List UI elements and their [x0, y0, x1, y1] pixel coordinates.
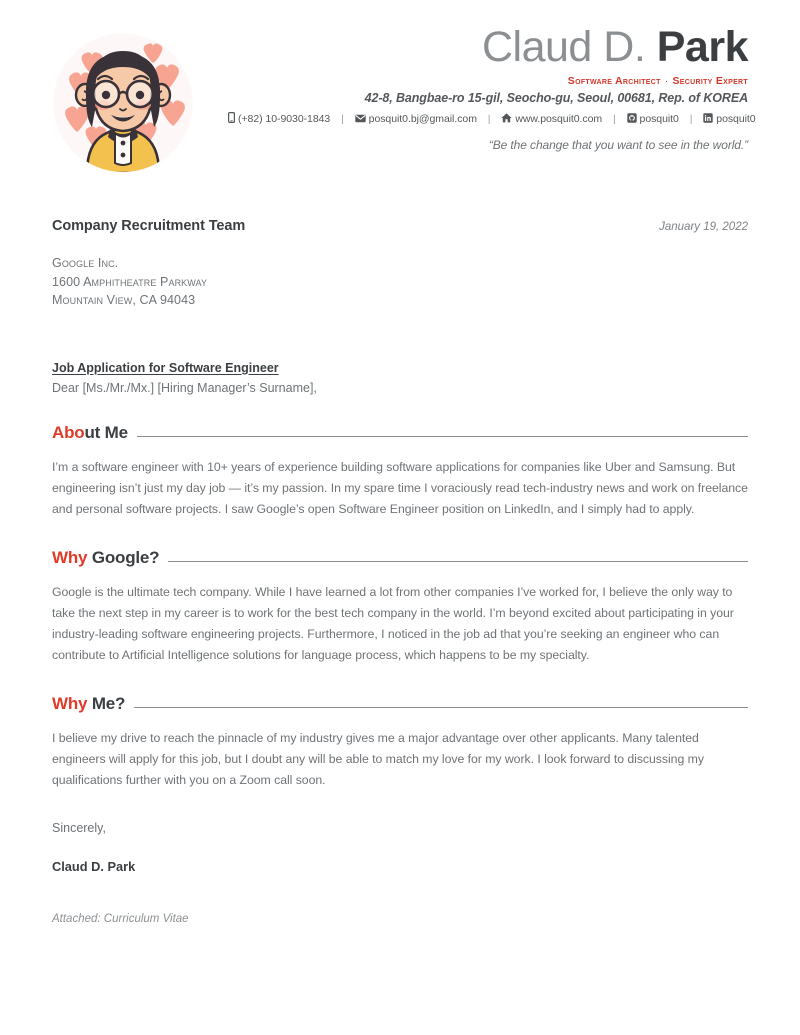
- contact-github-text: posquit0: [639, 113, 679, 125]
- contact-github[interactable]: [627, 113, 679, 126]
- page-title: [228, 22, 748, 72]
- section-why-me: [52, 694, 748, 791]
- header-quote: “Be the change that you want to see in the world.”: [488, 138, 748, 152]
- avatar: [53, 33, 193, 173]
- recipient-title: Company Recruitment Team: [52, 218, 246, 234]
- section-about-me: [52, 423, 748, 520]
- contact-linkedin[interactable]: [703, 113, 755, 126]
- home-icon: [501, 113, 512, 126]
- section-header: [52, 548, 748, 568]
- github-icon: [627, 113, 637, 126]
- recipient-row: [52, 218, 748, 242]
- contact-separator: |: [487, 113, 491, 125]
- tagline-separator: ·: [664, 75, 669, 87]
- letter-salutation: Dear [Ms./Mr./Mx.] [Hiring Manager’s Surname],: [52, 380, 317, 395]
- contact-separator: |: [341, 113, 344, 125]
- tagline-left: Software Architect: [567, 75, 661, 87]
- recipient-address: [52, 254, 748, 310]
- envelope-icon: [355, 114, 366, 126]
- section-title-rest: Google?: [91, 547, 160, 567]
- section-title-rest: ut Me: [84, 422, 128, 442]
- section-rule: [168, 561, 748, 562]
- tagline: [228, 75, 748, 87]
- first-name: Claud D.: [482, 23, 657, 71]
- tagline-right: Security Expert: [672, 75, 748, 87]
- contact-phone[interactable]: [228, 112, 330, 126]
- section-body: Google is the ultimate tech company. While I have learned a lot from other companies I’ve worked for, I believe the only way to take the next step in my career is to work for the best tech company in the world. I’m beyond excited about participating in your industry-leading software engineering projects. Furthermore, I noticed in the job ad that you’re seeking an engineer who can contribute to Artificial Intelligence solutions for language process, which happens to be my specialty.: [52, 584, 734, 662]
- letter-date: January 19, 2022: [659, 221, 748, 233]
- letter-signature: Claud D. Park: [52, 858, 136, 874]
- letter-subject: Job Application for Software Engineer: [52, 360, 279, 375]
- name-block: [228, 22, 756, 126]
- section-rule: [134, 707, 748, 708]
- section-body: I’m a software engineer with 10+ years of experience building software applications for companies like Uber and Samsung. But engineering isn’t just my day job — it’s my passion. In my spare time I voraciously read tech-industry news and work on freelance and personal software projects. I saw Google’s open Software Engineer position on LinkedIn, and I simply had to apply.: [52, 459, 748, 516]
- section-title: [52, 548, 159, 568]
- contact-homepage-text: www.posquit0.com: [515, 113, 603, 125]
- section-why-google: [52, 548, 748, 666]
- section-title-accent: Why: [52, 693, 92, 713]
- last-name: Park: [656, 23, 748, 71]
- letter-closing: Sincerely,: [52, 820, 106, 835]
- recipient-address-line: Google Inc.: [52, 256, 119, 270]
- contact-email[interactable]: [355, 113, 477, 126]
- section-header: [52, 423, 748, 443]
- letter-header: [0, 0, 800, 175]
- subject-wrap: [52, 310, 748, 377]
- letter-attachment: Attached: Curriculum Vitae: [52, 912, 189, 925]
- section-body: I believe my drive to reach the pinnacle of my industry gives me a major advantage over other applicants. Many talented engineers will apply for this job, but I doubt any will be able to match my love for my work. I look forward to discussing my qualifications further with you on a Zoom call soon.: [52, 730, 704, 787]
- section-header: [52, 694, 748, 714]
- contact-line: [228, 112, 756, 126]
- contact-homepage[interactable]: [501, 113, 602, 126]
- section-title-rest: Me?: [91, 693, 126, 713]
- recipient-address-line: Mountain View, CA 94043: [52, 293, 196, 307]
- contact-linkedin-text: posquit0: [716, 113, 756, 125]
- contact-phone-text: (+82) 10-9030-1843: [238, 113, 331, 125]
- avatar-illustration: [53, 33, 193, 173]
- section-title-accent: Why: [52, 547, 92, 567]
- linkedin-icon: [703, 113, 713, 126]
- contact-separator: |: [612, 113, 616, 125]
- contact-separator: |: [689, 113, 693, 125]
- recipient-address-line: 1600 Amphitheatre Parkway: [52, 274, 208, 289]
- section-rule: [137, 436, 748, 437]
- section-title-accent: Abo: [52, 422, 85, 442]
- section-title: [52, 423, 128, 443]
- section-title: [52, 694, 125, 714]
- mobile-phone-icon: [228, 112, 235, 126]
- contact-email-text: posquit0.bj@gmail.com: [368, 113, 477, 125]
- header-address: 42-8, Bangbae-ro 15-gil, Seocho-gu, Seoul, 00681, Rep. of KOREA: [364, 91, 748, 105]
- letter-body: [0, 218, 800, 925]
